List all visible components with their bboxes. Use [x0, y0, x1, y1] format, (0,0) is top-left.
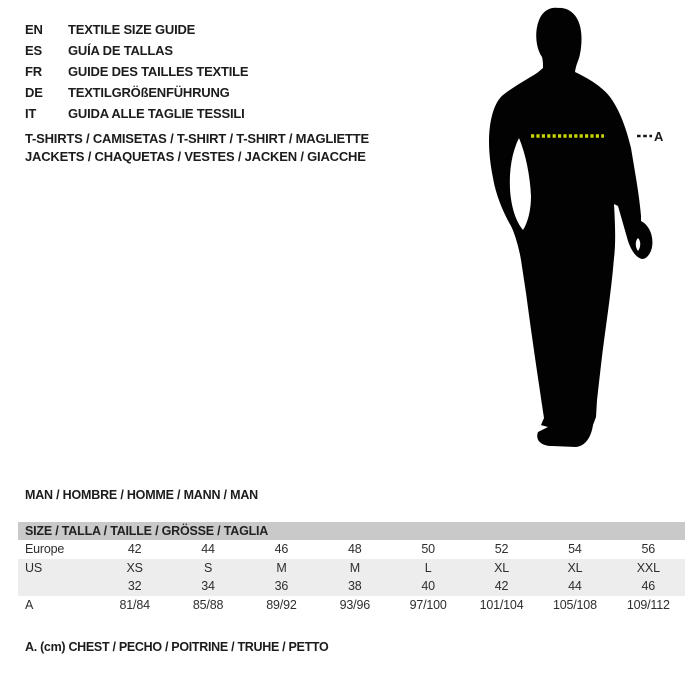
size-cell: 44: [568, 579, 582, 593]
language-code: FR: [25, 64, 42, 79]
size-cell: 40: [421, 579, 435, 593]
size-cell: XXL: [636, 560, 660, 575]
size-cell: 56: [641, 542, 656, 556]
row-label: US: [25, 560, 42, 575]
product-line-jackets: JACKETS / CHAQUETAS / VESTES / JACKEN / GIACCHE: [25, 149, 366, 164]
size-cell: 32: [127, 579, 142, 593]
size-cell: 38: [348, 579, 362, 593]
size-cell: M: [349, 560, 360, 575]
size-cell: M: [276, 560, 287, 575]
size-cell: 97/100: [409, 597, 447, 612]
language-code: EN: [25, 22, 43, 37]
size-cell: 81/84: [119, 597, 150, 612]
language-row: [25, 19, 248, 40]
size-cell: 44: [201, 542, 215, 556]
language-title-list: [25, 19, 248, 124]
size-cell: 109/112: [626, 597, 670, 612]
size-cell: 42: [494, 579, 509, 593]
size-cell: 42: [127, 542, 142, 556]
size-cell: 101/104: [479, 597, 524, 612]
gender-caption: MAN / HOMBRE / HOMME / MANN / MAN: [25, 488, 258, 502]
language-code: IT: [25, 106, 37, 121]
size-cell: XS: [126, 560, 143, 575]
guide-title: GUIDE DES TAILLES TEXTILE: [68, 64, 249, 79]
size-cell: L: [424, 560, 432, 575]
man-silhouette: [480, 0, 700, 460]
size-cell: 34: [201, 579, 215, 593]
size-cell: 46: [641, 579, 656, 593]
size-table-header: SIZE / TALLA / TAILLE / GRÖSSE / TAGLIA: [18, 522, 685, 540]
guide-title: TEXTILGRÖßENFÜHRUNG: [68, 85, 230, 100]
size-cell: 105/108: [553, 597, 597, 612]
table-row-numeric: [18, 577, 685, 596]
man-silhouette-figure: [480, 0, 700, 460]
language-code: DE: [25, 85, 43, 100]
man-silhouette-body: [489, 8, 652, 447]
language-row: [25, 82, 248, 103]
table-row-us: [18, 559, 685, 578]
language-row: [25, 40, 248, 61]
size-cell: 93/96: [339, 597, 370, 612]
size-table: [18, 522, 685, 614]
guide-title: GUÍA DE TALLAS: [68, 43, 173, 58]
product-line-tshirts: T-SHIRTS / CAMISETAS / T-SHIRT / T-SHIRT / MAGLIETTE: [25, 131, 369, 146]
guide-title: GUIDA ALLE TAGLIE TESSILI: [68, 106, 245, 121]
guide-title: TEXTILE SIZE GUIDE: [68, 22, 196, 37]
row-label: [18, 577, 98, 596]
size-cell: 36: [274, 579, 289, 593]
size-cell: S: [203, 560, 213, 575]
size-cell: 46: [274, 542, 289, 556]
size-cell: 54: [568, 542, 582, 556]
size-cell: 48: [348, 542, 362, 556]
language-row: [25, 61, 248, 82]
table-row-chest: [18, 596, 685, 615]
product-category-list: [25, 130, 369, 166]
size-cell: XL: [494, 560, 509, 575]
size-cell: 50: [421, 542, 435, 556]
measure-footnote: A. (cm) CHEST / PECHO / POITRINE / TRUHE / PETTO: [25, 640, 329, 654]
size-cell: XL: [567, 560, 583, 575]
language-code: ES: [25, 43, 42, 58]
language-row: [25, 103, 248, 124]
row-label: A: [25, 597, 34, 612]
size-cell: 52: [494, 542, 509, 556]
measure-point-label: A: [654, 129, 664, 144]
table-row-europe: [18, 540, 685, 559]
row-label: Europe: [25, 542, 65, 556]
size-cell: 89/92: [266, 597, 297, 612]
size-cell: 85/88: [192, 597, 224, 612]
